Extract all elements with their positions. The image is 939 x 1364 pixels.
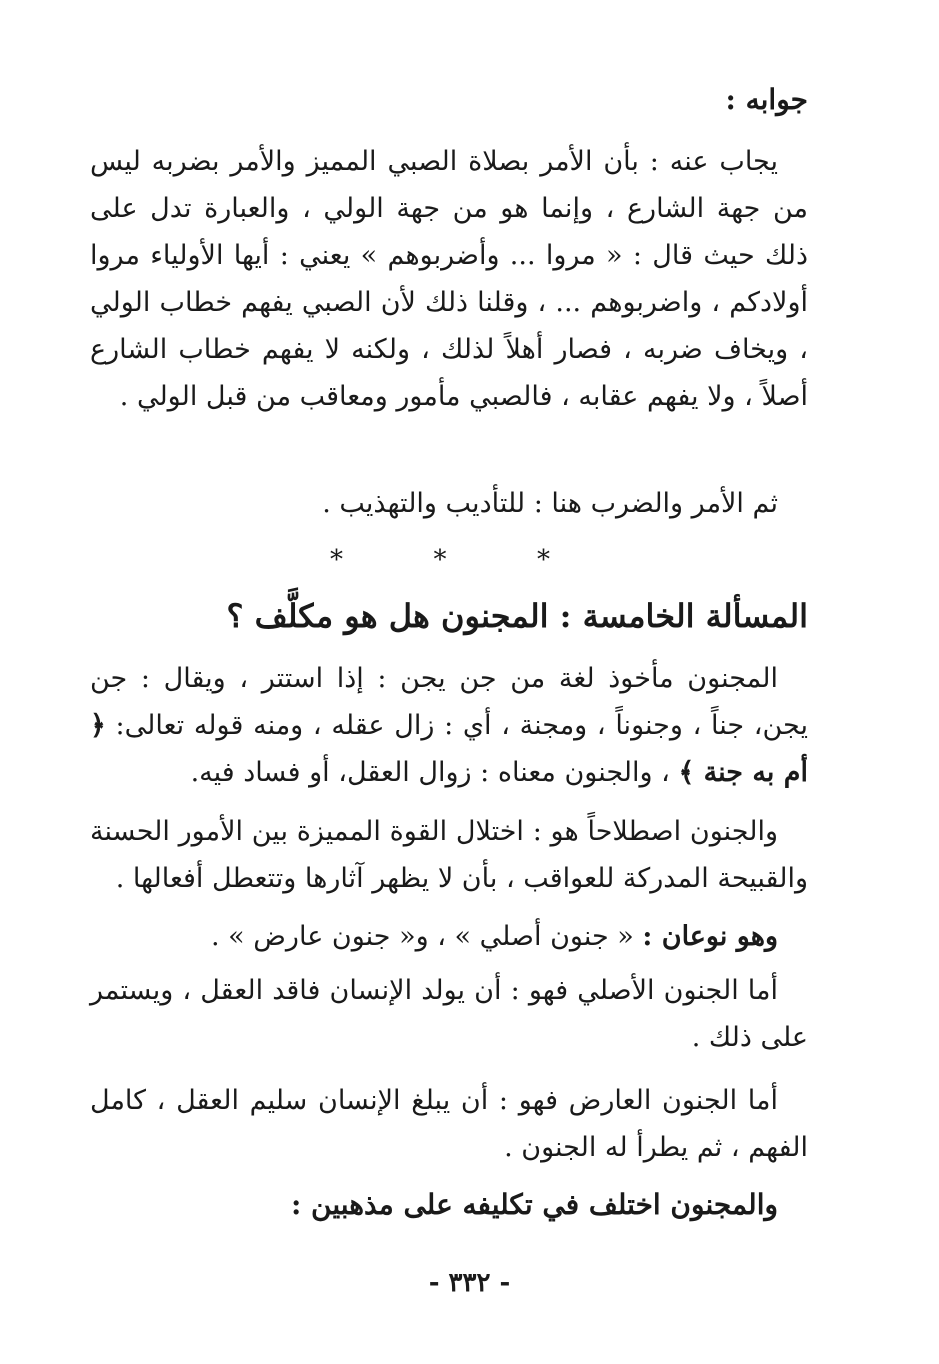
separator-star: * — [330, 545, 343, 575]
section-title: المسألة الخامسة : المجنون هل هو مكلَّف ؟ — [226, 597, 808, 635]
answer-conclusion: ثم الأمر والضرب هنا : للتأديب والتهذيب . — [322, 488, 778, 519]
section-separator — [330, 545, 550, 575]
separator-star: * — [537, 545, 550, 575]
separator-star: * — [433, 545, 447, 575]
schools-heading: والمجنون اختلف في تكليفه على مذهبين : — [290, 1188, 778, 1221]
linguistic-definition-text: المجنون مأخوذ لغة من جن يجن : إذا استتر ، ويقال : جن يجن، جناً ، وجنوناً ، ومجنة ، أي : زال عقله ، ومنه قوله تعالى: — [90, 663, 808, 741]
answer-paragraph: يجاب عنه : بأن الأمر بصلاة الصبي المميز والأمر بضربه ليس من جهة الشارع ، وإنما هو من جهة الولي ، والعبارة تدل على ذلك حيث قال : « مروا ... وأضربوهم » يعني : أيها الأولياء مروا أولادكم ، واضربوهم ... ، وقلنا ذلك لأن الصبي يفهم خطاب الولي ، ويخاف ضربه ، فصار أهلاً لذلك ، ولكنه لا يفهم خطاب الشارع أصلاً ، ولا يفهم عقابه ، فالصبي مأمور ومعاقب من قبل الولي . — [90, 146, 808, 412]
types-line — [90, 913, 808, 960]
technical-definition: والجنون اصطلاحاً هو : اختلال القوة المميزة بين الأمور الحسنة والقبيحة المدركة للعواقب ، بأن لا يظهر آثارها وتتعطل أفعالها . — [90, 816, 808, 894]
answer-heading: جوابه : — [725, 83, 808, 116]
original-insanity: أما الجنون الأصلي فهو : أن يولد الإنسان فاقد العقل ، ويستمر على ذلك . — [90, 975, 808, 1053]
page-number: - ٣٣٢ - — [428, 1268, 511, 1298]
linguistic-definition-end: ، والجنون معناه : زوال العقل، أو فساد فيه. — [190, 757, 679, 788]
linguistic-definition — [90, 655, 808, 796]
types-label: وهو نوعان : — [642, 921, 778, 952]
accidental-insanity: أما الجنون العارض فهو : أن يبلغ الإنسان سليم العقل ، كامل الفهم ، ثم يطرأ له الجنون . — [90, 1085, 808, 1163]
quran-verse: ﴿ أم به جنة ﴾ — [90, 710, 808, 788]
types-text: « جنون أصلي » ، و« جنون عارض » . — [211, 921, 643, 952]
